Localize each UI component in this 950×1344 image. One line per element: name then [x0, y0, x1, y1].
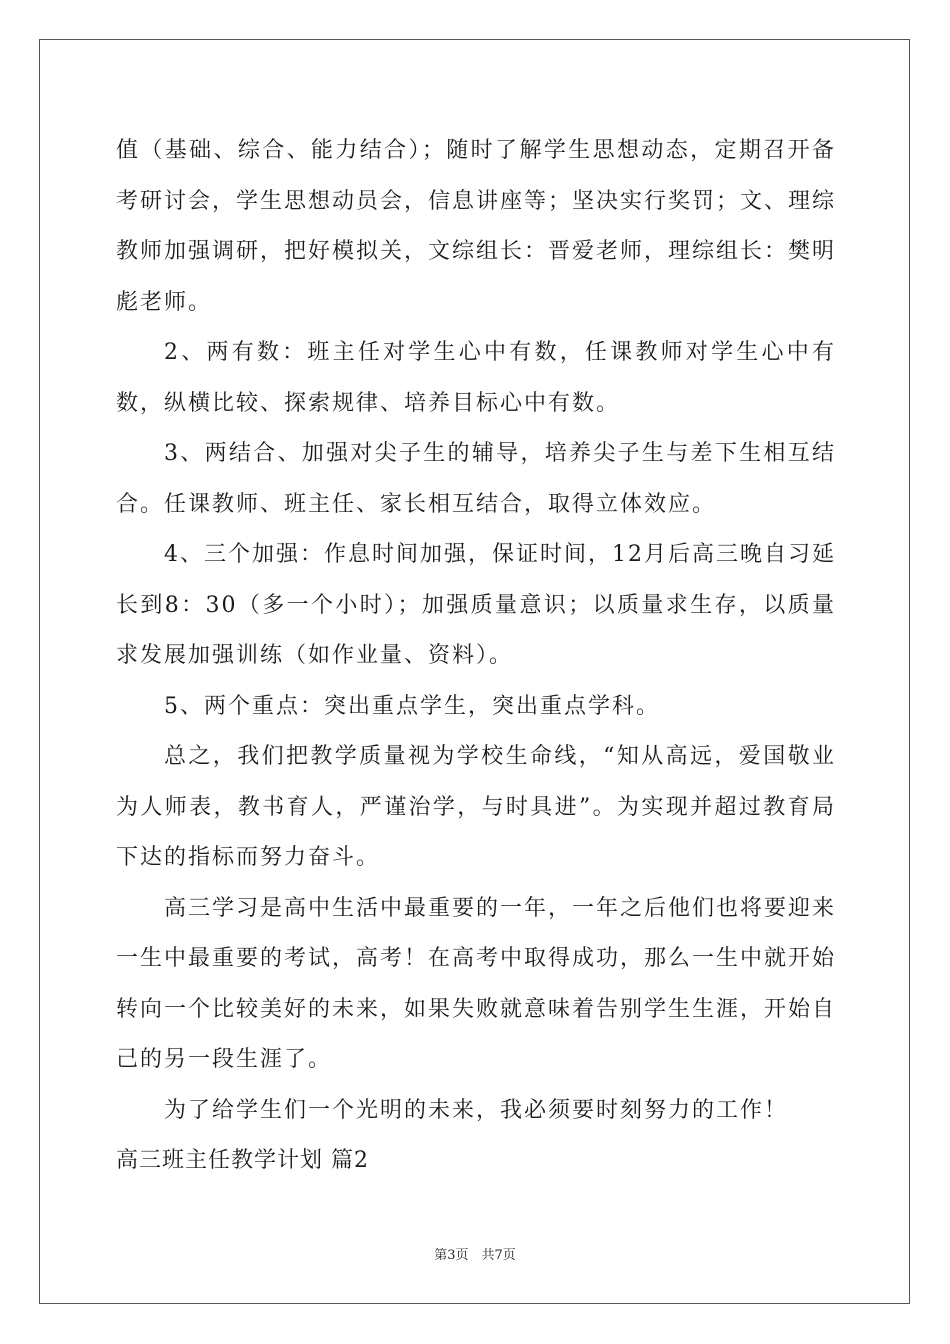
paragraph-6: 总之，我们把教学质量视为学校生命线，“知从高远，爱国敬业为人师表，教书育人，严谨治学，与时具进”。为实现并超过教育局下达的指标而努力奋斗。 — [116, 744, 836, 870]
paragraph-1: 值（基础、综合、能力结合）；随时了解学生思想动态，定期召开备考研讨会，学生思想动员会，信息讲座等；坚决实行奖罚；文、理综教师加强调研，把好模拟关，文综组长：晋爱老师，理综组长：樊明彪老师。 — [116, 138, 837, 315]
paragraph-8: 为了给学生们一个光明的未来，我必须要时刻努力的工作！ — [164, 1097, 789, 1123]
paragraph-2: 2、两有数：班主任对学生心中有数，任课教师对学生心中有数，纵横比较、探索规律、培养目标心中有数。 — [116, 340, 836, 416]
paragraph-4: 4、三个加强：作息时间加强，保证时间，12月后高三晚自习延长到8：30（多一个小时）；加强质量意识；以质量求生存，以质量求发展加强训练（如作业量、资料）。 — [116, 542, 836, 668]
paragraph-3: 3、两结合、加强对尖子生的辅导，培养尖子生与差下生相互结合。任课教师、班主任、家长相互结合，取得立体效应。 — [116, 441, 836, 517]
paragraph-5: 5、两个重点：突出重点学生，突出重点学科。 — [164, 693, 660, 719]
section-title: 高三班主任教学计划 篇2 — [116, 1148, 369, 1173]
document-body — [116, 126, 836, 1187]
page-number-footer: 第3页 共7页 — [434, 1248, 516, 1263]
paragraph-7: 高三学习是高中生活中最重要的一年，一年之后他们也将要迎来一生中最重要的考试，高考！在高考中取得成功，那么一生中就开始转向一个比较美好的未来，如果失败就意味着告别学生生涯，开始自己的另一段生涯了。 — [116, 895, 837, 1072]
